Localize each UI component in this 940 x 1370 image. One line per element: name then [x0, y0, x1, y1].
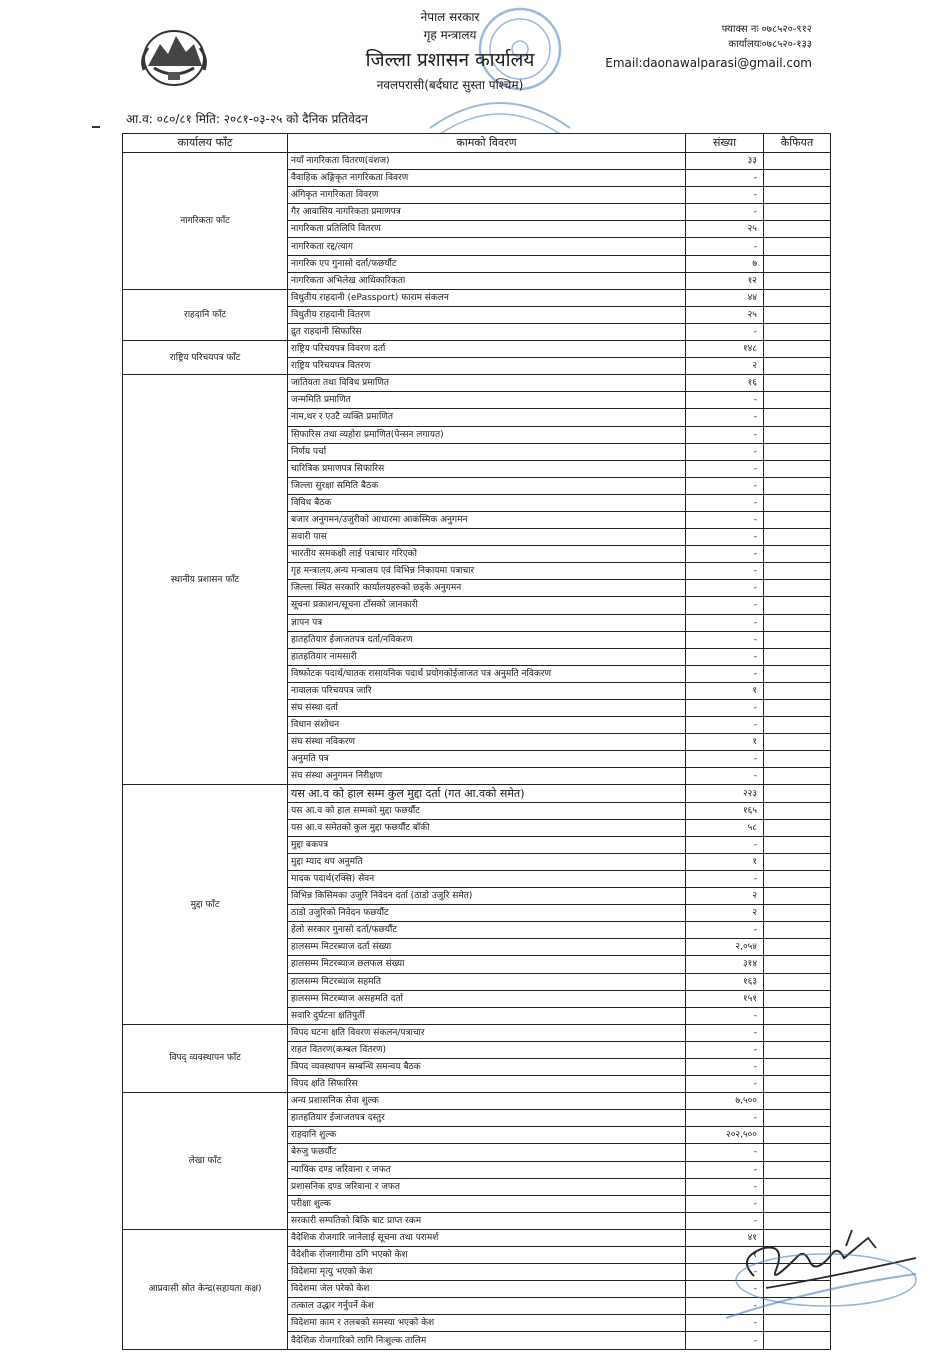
work-count: - — [686, 717, 764, 734]
header-remarks: कैफियत — [764, 134, 831, 153]
work-description: वैदेशिक रोजगारि जानेलाई सूचना तथा परामर्श — [288, 1229, 686, 1246]
work-count: - — [686, 170, 764, 187]
work-count: - — [686, 204, 764, 221]
email-address: Email:daonawalparasi@gmail.com — [605, 56, 812, 70]
work-count: १ — [686, 734, 764, 751]
remarks-cell — [764, 700, 831, 717]
header-count: संख्या — [686, 134, 764, 153]
work-count: ३३ — [686, 153, 764, 170]
work-count: - — [686, 597, 764, 614]
table-row — [123, 153, 831, 170]
remarks-cell — [764, 1093, 831, 1110]
work-description: हातहतियार ईजाजतपत्र दस्तुर — [288, 1110, 686, 1127]
work-description: विविध बैठक — [288, 494, 686, 511]
table-row — [123, 341, 831, 358]
work-description: द्रुत राहदानी सिफारिस — [288, 323, 686, 340]
work-description: राष्ट्रिय परिचयपत्र विवरण दर्ता — [288, 341, 686, 358]
remarks-cell — [764, 221, 831, 238]
work-count: - — [686, 631, 764, 648]
remarks-cell — [764, 204, 831, 221]
work-count: - — [686, 1195, 764, 1212]
remarks-cell — [764, 563, 831, 580]
section-name: स्थानीय प्रशासन फाँट — [123, 375, 288, 785]
work-count: - — [686, 546, 764, 563]
work-count: - — [686, 1298, 764, 1315]
stamp-arc-icon — [420, 88, 580, 138]
section-name: राहदानि फाँट — [123, 289, 288, 340]
remarks-cell — [764, 494, 831, 511]
remarks-cell — [764, 1144, 831, 1161]
remarks-cell — [764, 1076, 831, 1093]
remarks-cell — [764, 768, 831, 785]
work-count: - — [686, 1144, 764, 1161]
remarks-cell — [764, 170, 831, 187]
work-count: - — [686, 511, 764, 528]
work-description: ठाडो उजुरिको निवेदन फछर्यौट — [288, 905, 686, 922]
remarks-cell — [764, 1041, 831, 1058]
work-count: - — [686, 426, 764, 443]
work-description: चारित्रिक प्रमाणपत्र सिफारिस — [288, 460, 686, 477]
remarks-cell — [764, 529, 831, 546]
section-name: मुद्दा फाँट — [123, 785, 288, 1024]
work-description: विधान संशोधन — [288, 717, 686, 734]
remarks-cell — [764, 153, 831, 170]
report-date-line: आ.व: ०८०/८१ मिति: २०८१-०३-२५ को दैनिक प्रतिवेदन — [126, 112, 368, 126]
section-name: विपद् व्यवस्थापन फाँट — [123, 1024, 288, 1092]
section-name: राष्ट्रिय परिचयपत्र फाँट — [123, 341, 288, 375]
work-description: यस आ.व समेतको कुल मुद्दा फछर्यौट बाँकी — [288, 819, 686, 836]
work-count: - — [686, 870, 764, 887]
office-title: जिल्ला प्रशासन कार्यालय — [365, 49, 535, 71]
work-count: - — [686, 1264, 764, 1281]
work-description: राहत वितरण(कम्बल वितरण) — [288, 1041, 686, 1058]
work-description: वैवाहिक अङ्गिकृत नागरिकता विवरण — [288, 170, 686, 187]
remarks-cell — [764, 939, 831, 956]
remarks-cell — [764, 1007, 831, 1024]
work-count: - — [686, 648, 764, 665]
remarks-cell — [764, 853, 831, 870]
work-description: निर्णय पर्चा — [288, 443, 686, 460]
work-description: सूचना प्रकाशन/सूचना टाँसको जानकारी — [288, 597, 686, 614]
work-count: - — [686, 1281, 764, 1298]
work-count: १ — [686, 682, 764, 699]
remarks-cell — [764, 922, 831, 939]
work-description: संघ संस्था अनुगमन निरीक्षण — [288, 768, 686, 785]
work-description: विधुतीय राहदानी (ePassport) फाराम संकलन — [288, 289, 686, 306]
work-count: - — [686, 836, 764, 853]
work-description: नागरिकता रद्द/त्याग — [288, 238, 686, 255]
work-description: अनुमति पत्र — [288, 751, 686, 768]
table-header-row — [123, 134, 831, 153]
work-description: हालसम्म मिटरब्याज सहमति — [288, 973, 686, 990]
work-count: २५ — [686, 221, 764, 238]
work-count: १६ — [686, 375, 764, 392]
work-description: नागरिकता अभिलेख आधिकारिकता — [288, 272, 686, 289]
work-count: १४८ — [686, 341, 764, 358]
work-count: - — [686, 751, 764, 768]
work-description: विपद व्यवस्थापन सम्बन्धि समन्वय बैठक — [288, 1058, 686, 1075]
remarks-cell — [764, 289, 831, 306]
work-description: सवारि दुर्घटना क्षतिपुर्ती — [288, 1007, 686, 1024]
government-name: नेपाल सरकार — [420, 10, 480, 24]
remarks-cell — [764, 1161, 831, 1178]
remarks-cell — [764, 905, 831, 922]
work-description: हातहतियार नामसारी — [288, 648, 686, 665]
remarks-cell — [764, 409, 831, 426]
remarks-cell — [764, 1195, 831, 1212]
work-description: बजार अनुगमन/उजुरीको आधारमा आकस्मिक अनुगमन — [288, 511, 686, 528]
work-description: भारतीय समकक्षी लाई पत्राचार गरिएको — [288, 546, 686, 563]
work-description: नागरिक एप गुनासो दर्ता/फछर्यौट — [288, 255, 686, 272]
remarks-cell — [764, 1127, 831, 1144]
table-row — [123, 785, 831, 802]
work-count: ४१ — [686, 1229, 764, 1246]
remarks-cell — [764, 477, 831, 494]
work-count: - — [686, 580, 764, 597]
work-count: - — [686, 460, 764, 477]
work-count: - — [686, 529, 764, 546]
work-count: ३१४ — [686, 956, 764, 973]
work-description: नावालक परिचयपत्र जारि — [288, 682, 686, 699]
work-description: विदेशमा जेल परेको केश — [288, 1281, 686, 1298]
signature-icon — [706, 1218, 926, 1328]
work-description: हातहतियार ईजाजतपत्र दर्ता/नविकरण — [288, 631, 686, 648]
remarks-cell — [764, 597, 831, 614]
work-description: विधुतीय राहदानी वितरण — [288, 306, 686, 323]
daily-report-table — [122, 133, 831, 1350]
remarks-cell — [764, 187, 831, 204]
work-count: - — [686, 1058, 764, 1075]
work-count: - — [686, 614, 764, 631]
work-description: प्रशासनिक दण्ड जरिवाना र जफत — [288, 1178, 686, 1195]
office-phone: कार्यालयः०७८५२०-१३३ — [728, 39, 812, 50]
work-count: - — [686, 1007, 764, 1024]
work-count: १ — [686, 853, 764, 870]
work-count: - — [686, 494, 764, 511]
work-description: जन्ममिति प्रमाणित — [288, 392, 686, 409]
work-description: विभिन्न किसिमका उजुरि निवेदन दर्ता (ठाडो उजुरि समेत) — [288, 888, 686, 905]
work-description: गैर आवासिय नागरिकता प्रमाणपत्र — [288, 204, 686, 221]
work-count: - — [686, 409, 764, 426]
work-count: - — [686, 665, 764, 682]
remarks-cell — [764, 358, 831, 375]
table-row — [123, 1024, 831, 1041]
ministry-name: गृह मन्त्रालय — [423, 28, 477, 42]
remarks-cell — [764, 272, 831, 289]
remarks-cell — [764, 973, 831, 990]
work-count: ४४ — [686, 289, 764, 306]
work-description: वैदेशीक रोजगारीमा ठगि भएको केश — [288, 1247, 686, 1264]
work-description: मुद्दा म्याद थप अनुमति — [288, 853, 686, 870]
header-description: कामको विवरण — [288, 134, 686, 153]
work-count: - — [686, 563, 764, 580]
remarks-cell — [764, 990, 831, 1007]
remarks-cell — [764, 1110, 831, 1127]
work-description: विदेशमा काम र तलबको समस्या भएको केश — [288, 1315, 686, 1332]
work-count: - — [686, 1076, 764, 1093]
work-count: १ — [686, 1247, 764, 1264]
work-description: हालसम्म मिटरब्याज दर्ता संख्या — [288, 939, 686, 956]
work-description: जातियता तथा विविध प्रमाणित — [288, 375, 686, 392]
work-count: - — [686, 1024, 764, 1041]
work-description: विदेशमा मृत्यु भएको केश — [288, 1264, 686, 1281]
work-count: २२३ — [686, 785, 764, 802]
fax-number: फ्याक्स नः ०७८५२०-९१२ — [721, 24, 812, 35]
remarks-cell — [764, 1058, 831, 1075]
work-count: २०२,५०० — [686, 1127, 764, 1144]
remarks-cell — [764, 785, 831, 802]
remarks-cell — [764, 888, 831, 905]
work-count: - — [686, 1315, 764, 1332]
remarks-cell — [764, 1332, 831, 1349]
work-description: मादक पदार्थ(रक्सि) सेवन — [288, 870, 686, 887]
work-count: १६५ — [686, 802, 764, 819]
work-count: २ — [686, 905, 764, 922]
remarks-cell — [764, 614, 831, 631]
remarks-cell — [764, 734, 831, 751]
remarks-cell — [764, 580, 831, 597]
nepal-emblem-icon — [138, 22, 210, 90]
work-count: - — [686, 1110, 764, 1127]
work-count: १५१ — [686, 990, 764, 1007]
work-description: सवारी पास — [288, 529, 686, 546]
work-count: - — [686, 700, 764, 717]
work-count: - — [686, 1212, 764, 1229]
work-count: १६३ — [686, 973, 764, 990]
work-description: हेलो सरकार गुनासो दर्ता/फछर्यौट — [288, 922, 686, 939]
work-description: यस आ.व को हाल सम्मको मुद्दा फछर्यौट — [288, 802, 686, 819]
remarks-cell — [764, 956, 831, 973]
work-count: - — [686, 1178, 764, 1195]
remarks-cell — [764, 426, 831, 443]
work-count: - — [686, 392, 764, 409]
table-row — [123, 375, 831, 392]
section-name: नागरिकता फाँट — [123, 153, 288, 290]
letterhead — [300, 8, 600, 94]
work-description: विपद क्षति सिफारिस — [288, 1076, 686, 1093]
office-location: नवलपरासी(बर्दघाट सुस्ता पश्चिम) — [376, 78, 524, 92]
work-description: विष्फोटक पदार्थ/घातक रासायनिक पदार्थ प्रयोगकोईजाजत पत्र अनुमति नविकरण — [288, 665, 686, 682]
remarks-cell — [764, 375, 831, 392]
work-count: ७ — [686, 255, 764, 272]
work-description: तत्काल उद्धार गर्नुपर्ने केश — [288, 1298, 686, 1315]
work-count: ७,५०० — [686, 1093, 764, 1110]
work-count: २५ — [686, 306, 764, 323]
work-count: - — [686, 477, 764, 494]
remarks-cell — [764, 323, 831, 340]
work-count: - — [686, 922, 764, 939]
remarks-cell — [764, 717, 831, 734]
work-description: संघ संस्था दर्ता — [288, 700, 686, 717]
work-count: - — [686, 1161, 764, 1178]
section-name: आप्रवासी स्रोत केन्द्र(सहायता कक्ष) — [123, 1229, 288, 1349]
remarks-cell — [764, 836, 831, 853]
work-description: जिल्ला सुरक्षा समिति बैठक — [288, 477, 686, 494]
work-description: नागरिकता प्रतिलिपि वितरण — [288, 221, 686, 238]
remarks-cell — [764, 392, 831, 409]
section-name: लेखा फाँट — [123, 1093, 288, 1230]
work-description: सिफारिस तथा व्यहोरा प्रमाणित(पेन्सन लगायत) — [288, 426, 686, 443]
work-count: - — [686, 443, 764, 460]
remarks-cell — [764, 306, 831, 323]
remarks-cell — [764, 1178, 831, 1195]
remarks-cell — [764, 665, 831, 682]
contact-block — [600, 22, 812, 72]
remarks-cell — [764, 751, 831, 768]
table-row — [123, 289, 831, 306]
remarks-cell — [764, 682, 831, 699]
work-description: मुद्दा बकपत्र — [288, 836, 686, 853]
work-count: - — [686, 1041, 764, 1058]
remarks-cell — [764, 511, 831, 528]
work-count: - — [686, 323, 764, 340]
remarks-cell — [764, 802, 831, 819]
work-description: परीक्षा शुल्क — [288, 1195, 686, 1212]
work-description: जिल्ला स्थित सरकारि कार्यालयहरुको छड्के अनुगमन — [288, 580, 686, 597]
work-description: यस आ.व को हाल सम्म कुल मुद्दा दर्ता (गत आ.वको समेत) — [288, 785, 686, 802]
remarks-cell — [764, 1024, 831, 1041]
remarks-cell — [764, 648, 831, 665]
work-count: २ — [686, 358, 764, 375]
work-description: अंगिकृत नागरिकता विवरण — [288, 187, 686, 204]
remarks-cell — [764, 255, 831, 272]
work-description: अन्य प्रशासनिक सेवा शुल्क — [288, 1093, 686, 1110]
remarks-cell — [764, 460, 831, 477]
work-count: २,०५४ — [686, 939, 764, 956]
remarks-cell — [764, 341, 831, 358]
work-count: २ — [686, 888, 764, 905]
work-description: संघ संस्था नविकरण — [288, 734, 686, 751]
work-description: सरकारी सम्पतिको बिकि बाट प्राप्त रकम — [288, 1212, 686, 1229]
work-description: राष्ट्रिय परिचयपत्र वितरण — [288, 358, 686, 375]
work-count: - — [686, 1332, 764, 1349]
margin-mark — [92, 126, 100, 128]
remarks-cell — [764, 546, 831, 563]
work-description: बेरुजु फछर्यौट — [288, 1144, 686, 1161]
work-description: विपद घटना क्षति विवरण संकलन/पत्राचार — [288, 1024, 686, 1041]
work-description: न्यायिक दण्ड जरिवाना र जफत — [288, 1161, 686, 1178]
remarks-cell — [764, 870, 831, 887]
header-section: कार्यालय फाँट — [123, 134, 288, 153]
work-description: वैदेशिक रोजगारिको लागि निःशुल्क तालिम — [288, 1332, 686, 1349]
work-description: हालसम्म मिटरब्याज असहमति दर्ता — [288, 990, 686, 1007]
work-description: नाम,थर र एउटै व्यक्ति प्रमाणित — [288, 409, 686, 426]
table-row — [123, 1093, 831, 1110]
work-description: राहदानि शुल्क — [288, 1127, 686, 1144]
work-description: हालसम्म मिटरब्याज छलफल संख्या — [288, 956, 686, 973]
remarks-cell — [764, 238, 831, 255]
work-count: १२ — [686, 272, 764, 289]
work-description: नयाँ नागरिकता वितरण(वंशज) — [288, 153, 686, 170]
work-count: ५८ — [686, 819, 764, 836]
remarks-cell — [764, 631, 831, 648]
work-count: - — [686, 238, 764, 255]
work-count: - — [686, 768, 764, 785]
work-description: गृह मन्त्रालय,अन्य मन्त्रालय एवं विभिन्न निकायमा पत्राचार — [288, 563, 686, 580]
remarks-cell — [764, 819, 831, 836]
work-description: ज्ञापन पत्र — [288, 614, 686, 631]
work-count: - — [686, 187, 764, 204]
remarks-cell — [764, 443, 831, 460]
